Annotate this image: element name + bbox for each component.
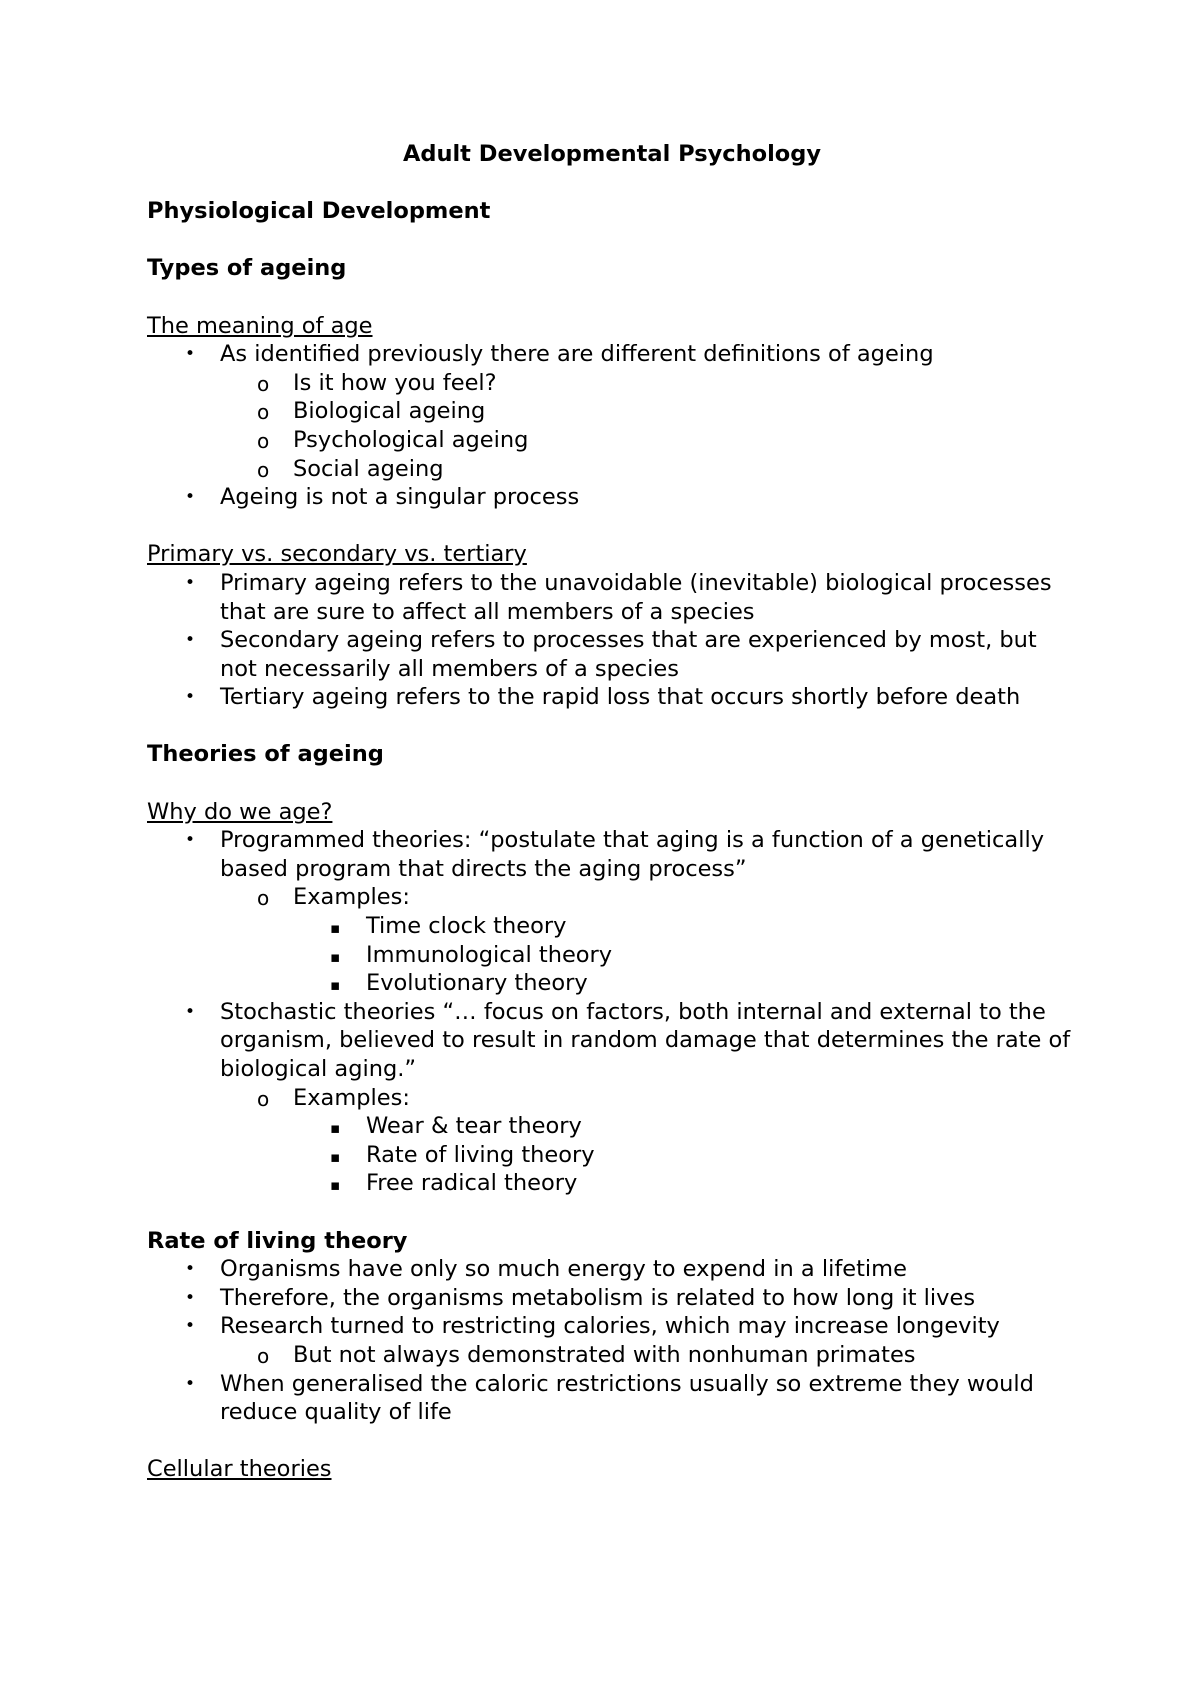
subheading-cellular-theories: Cellular theories xyxy=(147,1456,332,1483)
square-bullet-icon: ▪ xyxy=(330,1147,341,1166)
meaning-list xyxy=(147,340,1077,512)
heading-types-of-ageing: Types of ageing xyxy=(147,255,347,282)
list-item: • Tertiary ageing refers to the rapid loss that occurs shortly before death xyxy=(185,684,1021,711)
list-item: • When generalised the caloric restrictions usually so extreme they would reduce quality of life xyxy=(185,1370,1034,1426)
circle-bullet-icon: o xyxy=(257,400,270,425)
bullet-icon: • xyxy=(185,630,196,651)
list-item: o But not always demonstrated with nonhuman primates xyxy=(147,1341,1077,1370)
list-item: o Psychological ageing xyxy=(147,426,1077,455)
list-item: • Programmed theories: “postulate that aging is a function of a genetically based program that directs the aging process” xyxy=(185,827,1045,882)
square-bullet-icon: ▪ xyxy=(330,947,341,966)
bullet-icon: • xyxy=(185,1259,196,1280)
heading-theories-of-ageing: Theories of ageing xyxy=(147,741,384,768)
list-item: ▪ Evolutionary theory xyxy=(147,969,1077,998)
bullet-icon: • xyxy=(185,830,196,851)
list-item: ▪ Time clock theory xyxy=(147,912,1077,941)
ageing-types-list xyxy=(147,569,1077,712)
list-item: • Primary ageing refers to the unavoidable (inevitable) biological processes that are sure to affect all members of a species xyxy=(185,569,1052,625)
circle-bullet-icon: o xyxy=(257,428,270,453)
list-item: • Therefore, the organisms metabolism is related to how long it lives xyxy=(185,1284,976,1311)
circle-bullet-icon: o xyxy=(257,371,270,396)
list-item: o Examples: xyxy=(147,883,1077,912)
list-item: • Research turned to restricting calories, which may increase longevity xyxy=(185,1313,1000,1340)
bullet-icon: • xyxy=(185,1373,196,1394)
list-item: ▪ Rate of living theory xyxy=(147,1141,1077,1170)
theories-list xyxy=(147,826,1077,1198)
circle-bullet-icon: o xyxy=(257,457,270,482)
bullet-icon: • xyxy=(185,487,196,508)
document-body xyxy=(147,140,1077,1484)
bullet-icon: • xyxy=(185,1001,196,1022)
list-item: • Organisms have only so much energy to expend in a lifetime xyxy=(185,1256,907,1283)
section-heading-physiological: Physiological Development xyxy=(147,198,491,225)
list-item: • Secondary ageing refers to processes that are experienced by most, but not necessarily all members of a species xyxy=(185,627,1037,682)
square-bullet-icon: ▪ xyxy=(330,1176,341,1195)
circle-bullet-icon: o xyxy=(257,886,270,911)
list-item: o Is it how you feel? xyxy=(147,369,1077,398)
document-title: Adult Developmental Psychology xyxy=(402,141,822,167)
subheading-meaning-of-age: The meaning of age xyxy=(147,312,373,339)
list-item: o Examples: xyxy=(147,1084,1077,1113)
square-bullet-icon: ▪ xyxy=(330,1119,341,1138)
list-item: • Ageing is not a singular process xyxy=(185,484,580,511)
subheading-primary-secondary-tertiary: Primary vs. secondary vs. tertiary xyxy=(147,541,527,568)
list-item: o Social ageing xyxy=(147,455,1077,484)
list-item: o Biological ageing xyxy=(147,397,1077,426)
circle-bullet-icon: o xyxy=(257,1343,270,1368)
square-bullet-icon: ▪ xyxy=(330,919,341,938)
list-item: • Stochastic theories “… focus on factors, both internal and external to the organism, believed to result in random damage that determines the rate of biological aging.” xyxy=(185,998,1071,1082)
heading-rate-of-living: Rate of living theory xyxy=(147,1227,408,1254)
bullet-icon: • xyxy=(185,1287,196,1308)
bullet-icon: • xyxy=(185,344,196,365)
bullet-icon: • xyxy=(185,572,196,593)
square-bullet-icon: ▪ xyxy=(330,976,341,995)
rate-of-living-list xyxy=(147,1255,1077,1427)
bullet-icon: • xyxy=(185,687,196,708)
circle-bullet-icon: o xyxy=(257,1086,270,1111)
list-item: ▪ Immunological theory xyxy=(147,941,1077,970)
bullet-icon: • xyxy=(185,1316,196,1337)
list-item: ▪ Free radical theory xyxy=(147,1169,1077,1198)
list-item: ▪ Wear & tear theory xyxy=(147,1112,1077,1141)
list-item: • As identified previously there are different definitions of ageing xyxy=(185,341,934,368)
subheading-why-do-we-age: Why do we age? xyxy=(147,798,333,825)
